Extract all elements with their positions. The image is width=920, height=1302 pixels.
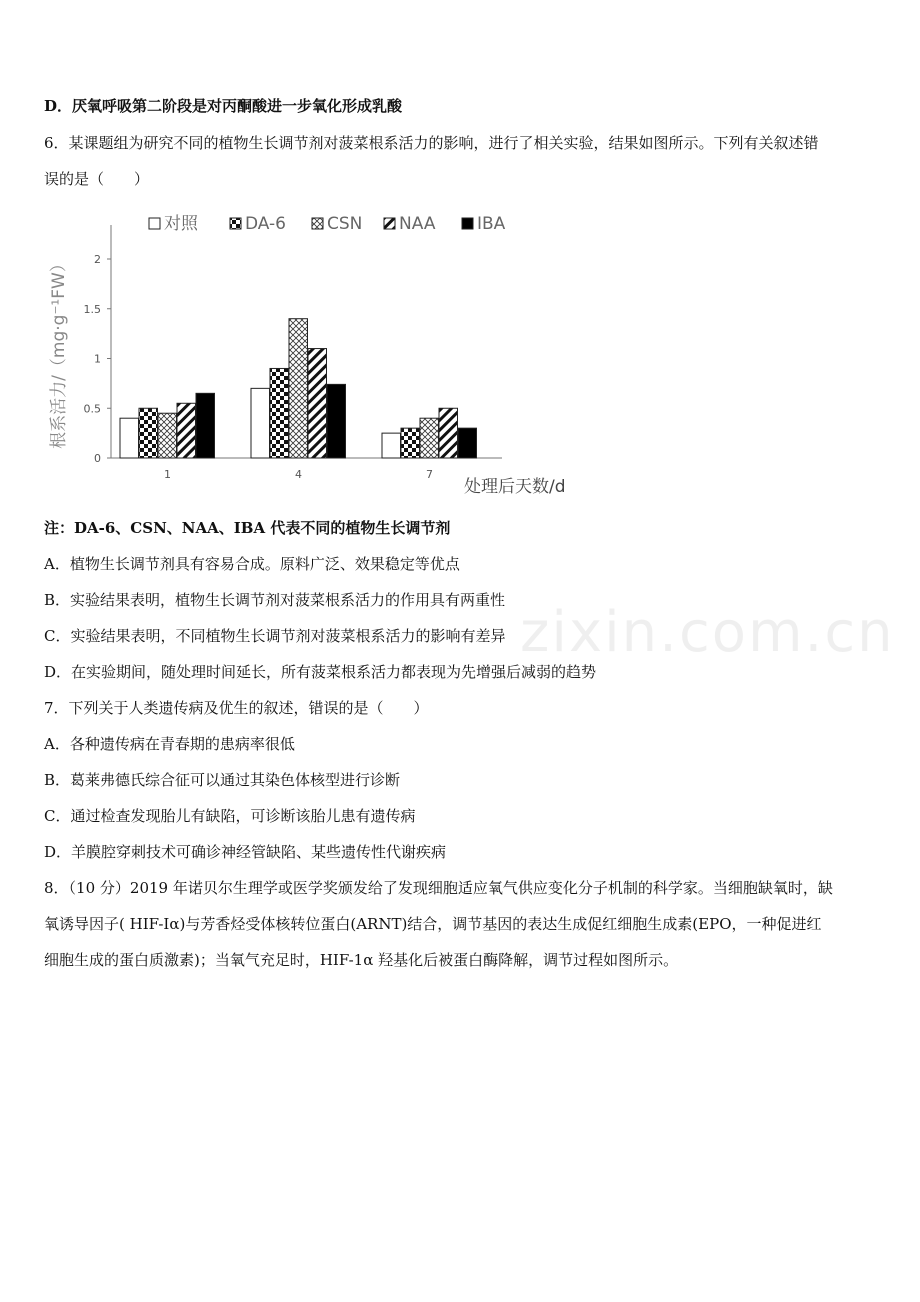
bar-IBA-day-7 <box>458 428 477 458</box>
bar-CSN-day-7 <box>420 418 439 458</box>
bar-NAA-day-1 <box>177 403 196 458</box>
x-tick-label: 1 <box>164 468 171 481</box>
x-axis-label: 处理后天数/d <box>464 477 566 497</box>
legend-label-CSN: CSN <box>327 214 363 234</box>
chart-note: 注：DA-6、CSN、NAA、IBA 代表不同的植物生长调节剂 <box>44 519 451 537</box>
legend-swatch-对照 <box>149 218 160 229</box>
chart-bars <box>120 319 477 458</box>
legend-label-对照: 对照 <box>164 214 198 234</box>
bar-CSN-day-1 <box>158 413 177 458</box>
legend-label-NAA: NAA <box>399 214 436 234</box>
y-tick-label: 0.5 <box>83 402 101 416</box>
question-8-stem-cont: 氧诱导因子( HIF-Iα)与芳香烃受体核转位蛋白(ARNT)结合，调节基因的表达生成促红细胞生成素(EPO，一种促进红 <box>44 915 822 933</box>
option-6c: C．实验结果表明，不同植物生长调节剂对菠菜根系活力的影响有差异 <box>44 627 506 645</box>
option-7c: C．通过检查发现胎儿有缺陷，可诊断该胎儿患有遗传病 <box>44 807 416 825</box>
legend-swatch-CSN <box>312 218 323 229</box>
bar-对照-day-4 <box>251 388 270 458</box>
x-tick-label: 7 <box>426 468 433 481</box>
root-vitality-bar-chart <box>44 200 604 500</box>
question-6-stem-cont: 误的是（ ） <box>44 170 150 188</box>
option-7b: B．葛莱弗德氏综合征可以通过其染色体核型进行诊断 <box>44 771 401 789</box>
question-6-stem: 6．某课题组为研究不同的植物生长调节剂对菠菜根系活力的影响，进行了相关实验，结果如图所示。下列有关叙述错 <box>44 134 819 152</box>
option-5d: D．厌氧呼吸第二阶段是对丙酮酸进一步氧化形成乳酸 <box>44 97 403 115</box>
bar-DA-6-day-4 <box>270 368 289 458</box>
y-tick-label: 2 <box>94 253 101 266</box>
question-7-stem: 7．下列关于人类遗传病及优生的叙述，错误的是（ ） <box>44 699 429 717</box>
x-tick-label: 4 <box>295 468 302 481</box>
bar-对照-day-7 <box>382 433 401 458</box>
watermark: zixin.com.cn <box>520 600 895 665</box>
x-tick-labels <box>164 468 433 481</box>
y-tick-labels <box>84 253 112 465</box>
option-6a: A．植物生长调节剂具有容易合成。原料广泛、效果稳定等优点 <box>44 555 460 573</box>
legend-swatch-DA-6 <box>230 218 241 229</box>
bar-IBA-day-4 <box>327 384 346 458</box>
legend-label-IBA: IBA <box>477 214 506 234</box>
bar-IBA-day-1 <box>196 393 215 458</box>
chart-legend <box>149 214 506 234</box>
legend-label-DA-6: DA-6 <box>245 214 286 234</box>
option-7a: A．各种遗传病在青春期的患病率很低 <box>44 735 295 753</box>
bar-DA-6-day-1 <box>139 408 158 458</box>
y-axis-label: 根系活力/（mg·g⁻¹FW） <box>49 255 69 449</box>
legend-swatch-IBA <box>462 218 473 229</box>
question-8-stem: 8．（10 分）2019 年诺贝尔生理学或医学奖颁发给了发现细胞适应氧气供应变化分子机制的科学家。当细胞缺氧时，缺 <box>44 879 833 897</box>
option-7d: D．羊膜腔穿刺技术可确诊神经管缺陷、某些遗传性代谢疾病 <box>44 843 447 861</box>
y-tick-label: 1 <box>94 352 101 366</box>
y-tick-label: 1.5 <box>83 302 101 316</box>
bar-CSN-day-4 <box>289 319 308 458</box>
bar-NAA-day-4 <box>308 349 327 458</box>
y-tick-label: 0 <box>94 452 101 465</box>
option-6d: D．在实验期间，随处理时间延长，所有菠菜根系活力都表现为先增强后减弱的趋势 <box>44 663 597 681</box>
option-6b: B．实验结果表明，植物生长调节剂对菠菜根系活力的作用具有两重性 <box>44 591 506 609</box>
bar-对照-day-1 <box>120 418 139 458</box>
legend-swatch-NAA <box>384 218 395 229</box>
bar-NAA-day-7 <box>439 408 458 458</box>
bar-DA-6-day-7 <box>401 428 420 458</box>
question-8-stem-cont2: 细胞生成的蛋白质激素)；当氧气充足时，HIF-1α 羟基化后被蛋白酶降解，调节过程如图所示。 <box>44 951 679 969</box>
